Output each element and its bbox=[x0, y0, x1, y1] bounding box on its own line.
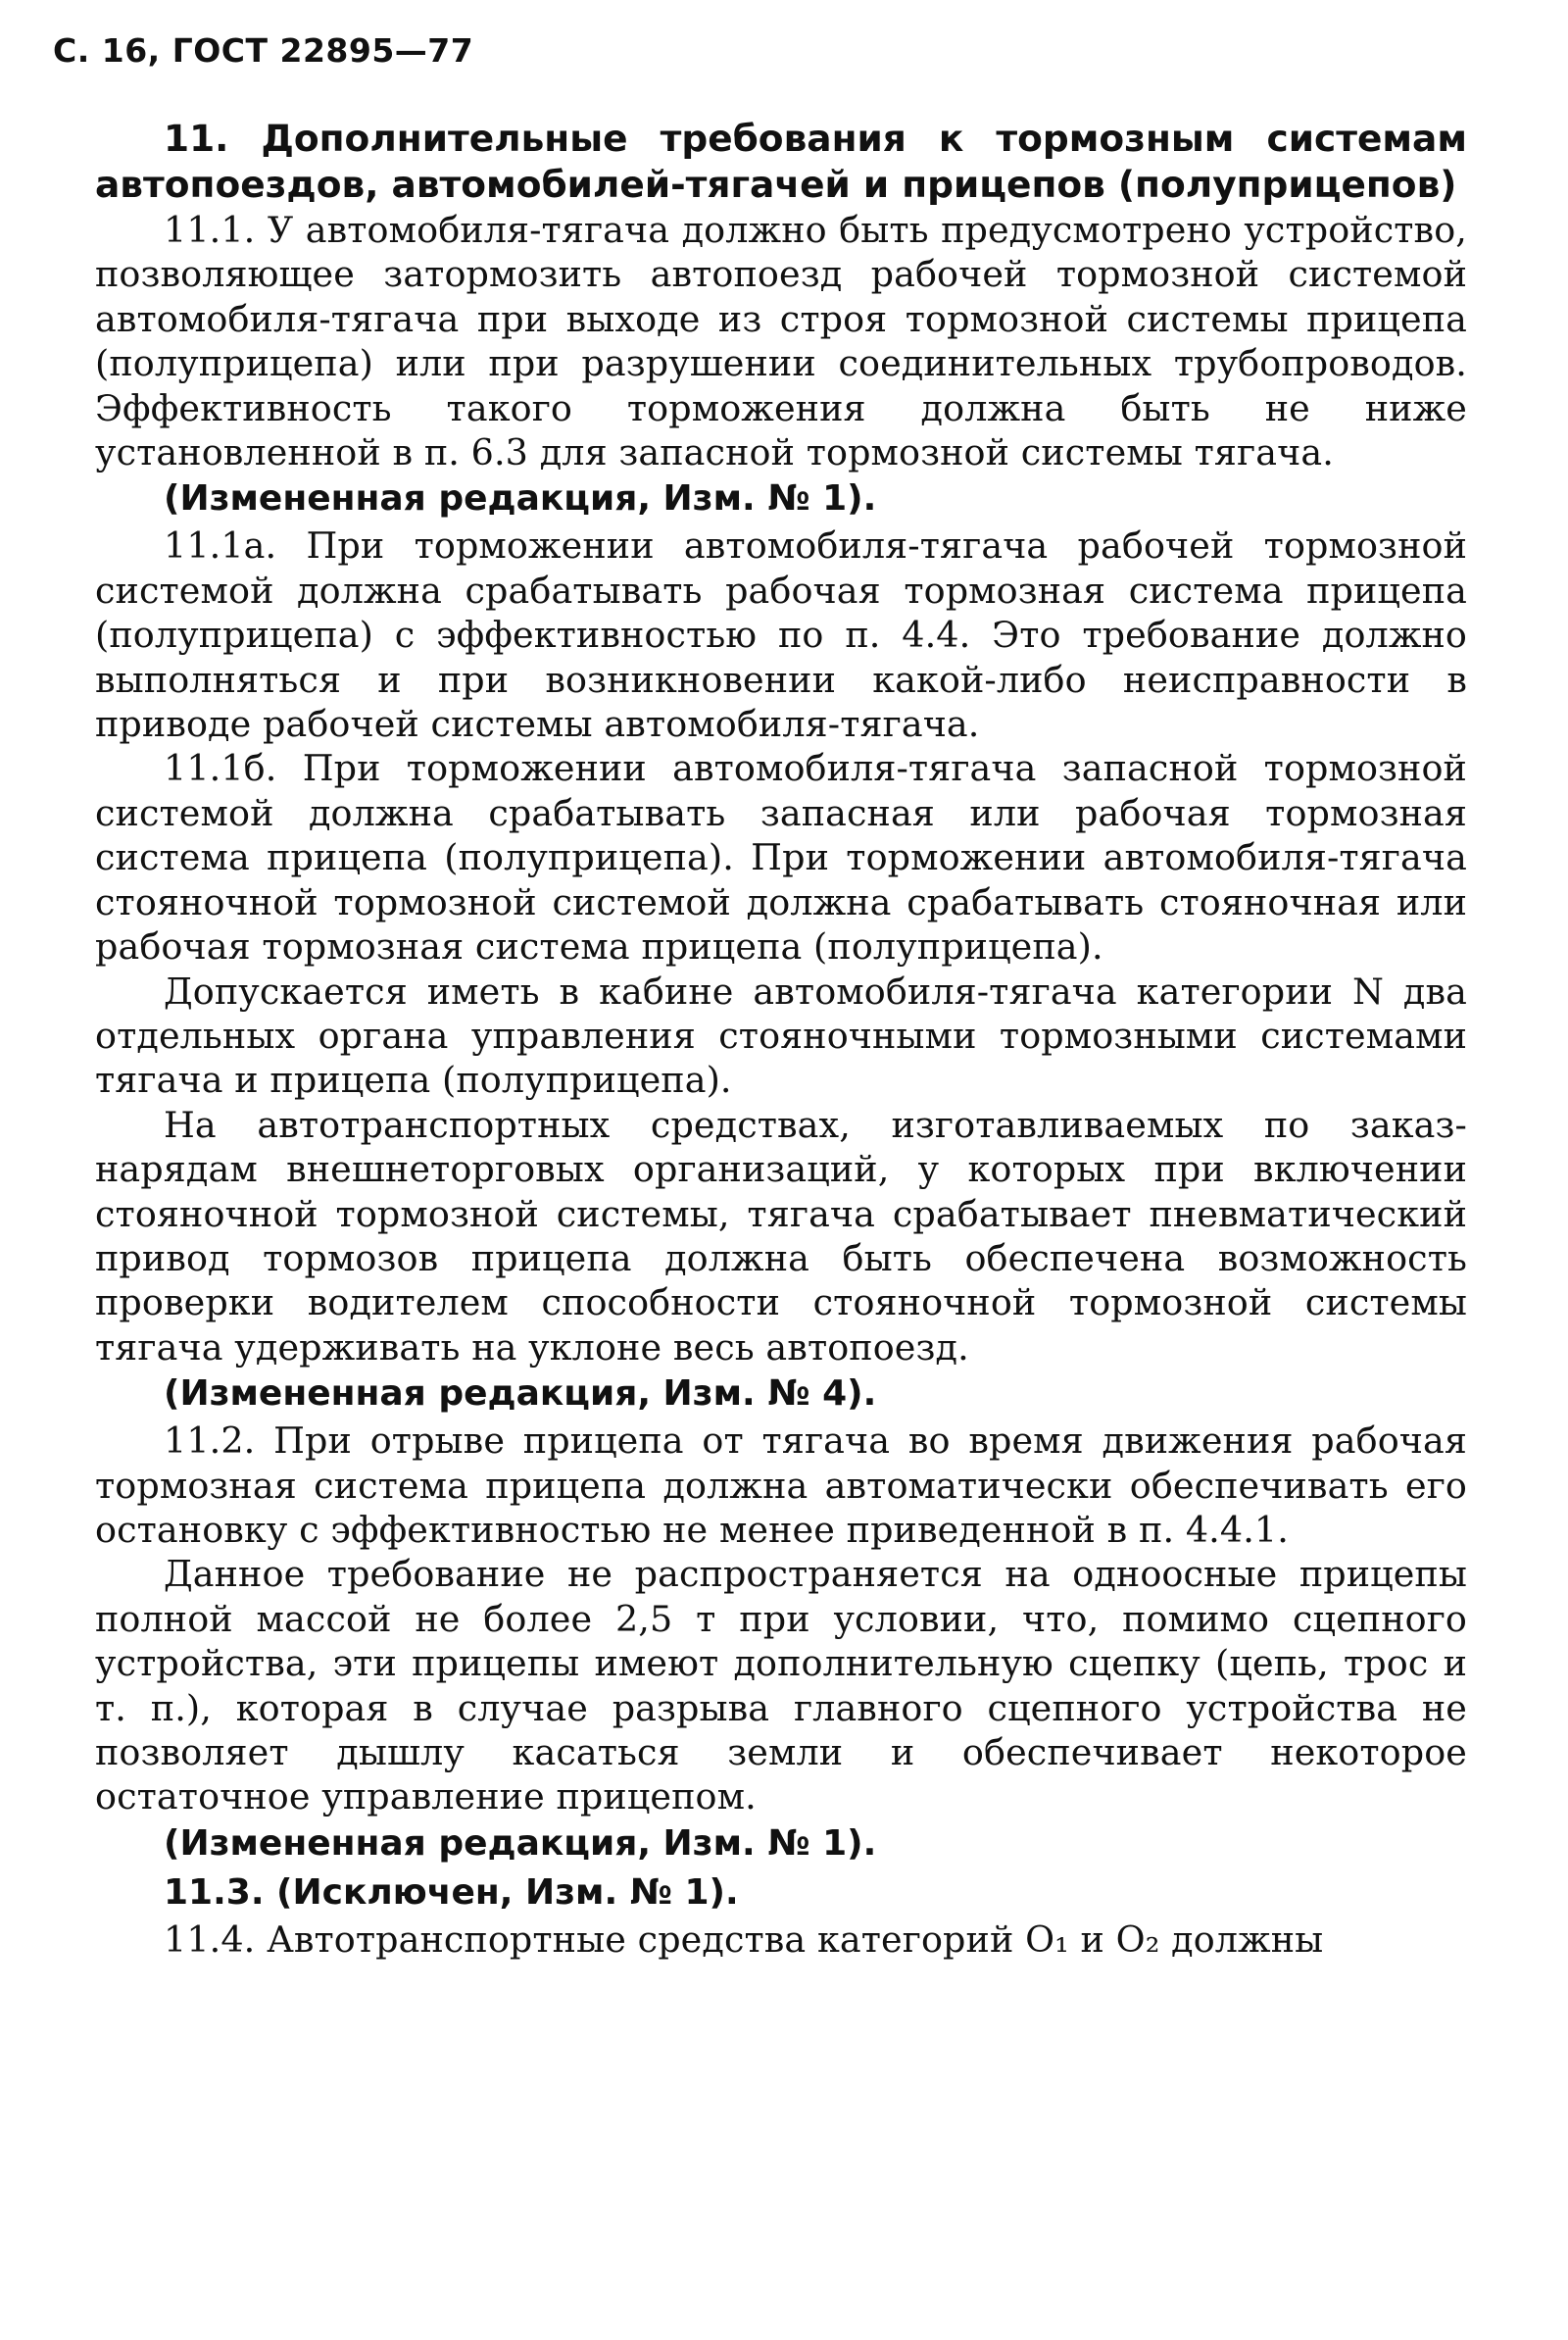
paragraph: На автотранспортных средствах, изготавливаемых по заказ-нарядам внешнеторговых организаций, у которых при включении стояночной тормозной системы, тягача срабатывает пневматический привод тормозов прицепа должна быть обеспечена возможность проверки водителем способности стояночной тормозной системы тягача удерживать на уклоне весь автопоезд. bbox=[95, 1103, 1467, 1369]
paragraph: 11.1а. При торможении автомобиля-тягача рабочей тормозной системой должна срабатывать рабочая тормозная система прицепа (полуприцепа) с эффективностью по п. 4.4. Это требование должно выполняться и при возникновении какой-либо неисправности в приводе рабочей системы автомобиля-тягача. bbox=[95, 524, 1467, 746]
document-body bbox=[95, 116, 1467, 1962]
paragraph: 11.1б. При торможении автомобиля-тягача запасной тормозной системой должна срабатывать запасная или рабочая тормозная система прицепа (полуприцепа). При торможении автомобиля-тягача стояночной тормозной системой должна срабатывать стояночная или рабочая тормозная система прицепа (полуприцепа). bbox=[95, 747, 1467, 969]
amendment-note: 11.3. (Исключен, Изм. № 1). bbox=[164, 1871, 739, 1913]
amendment-note: (Измененная редакция, Изм. № 1). bbox=[164, 478, 877, 520]
paragraph: Допускается иметь в кабине автомобиля-тягача категории N два отдельных органа управления стояночными тормозными системами тягача и прицепа (полуприцепа). bbox=[95, 970, 1467, 1102]
paragraph: Данное требование не распространяется на одноосные прицепы полной массой не более 2,5 т при условии, что, помимо сцепного устройства, эти прицепы имеют дополнительную сцепку (цепь, трос и т. п.), которая в случае разрыва главного сцепного устройства не позволяет дышлу касаться земли и обеспечивает некоторое остаточное управление прицепом. bbox=[95, 1553, 1467, 1818]
section-title: 11. Дополнительные требования к тормозным системам автопоездов, автомобилей-тягачей и прицепов (полуприцепов) bbox=[95, 117, 1467, 206]
paragraph: 11.4. Автотранспортные средства категорий O₁ и O₂ должны bbox=[164, 1917, 1324, 1961]
paragraph: 11.2. При отрыве прицепа от тягача во время движения рабочая тормозная система прицепа должна автоматически обеспечивать его остановку с эффективностью не менее приведенной в п. 4.4.1. bbox=[95, 1419, 1467, 1551]
body-flow bbox=[95, 208, 1467, 1962]
page-header: С. 16, ГОСТ 22895—77 bbox=[53, 31, 474, 70]
amendment-note: (Измененная редакция, Изм. № 1). bbox=[164, 1822, 877, 1864]
amendment-note: (Измененная редакция, Изм. № 4). bbox=[164, 1373, 877, 1415]
paragraph: 11.1. У автомобиля-тягача должно быть предусмотрено устройство, позволяющее затормозить автопоезд рабочей тормозной системой автомобиля-тягача при выходе из строя тормозной системы прицепа (полуприцепа) или при разрушении соединительных трубопроводов. Эффективность такого торможения должна быть не ниже установленной в п. 6.3 для запасной тормозной системы тягача. bbox=[95, 209, 1467, 474]
